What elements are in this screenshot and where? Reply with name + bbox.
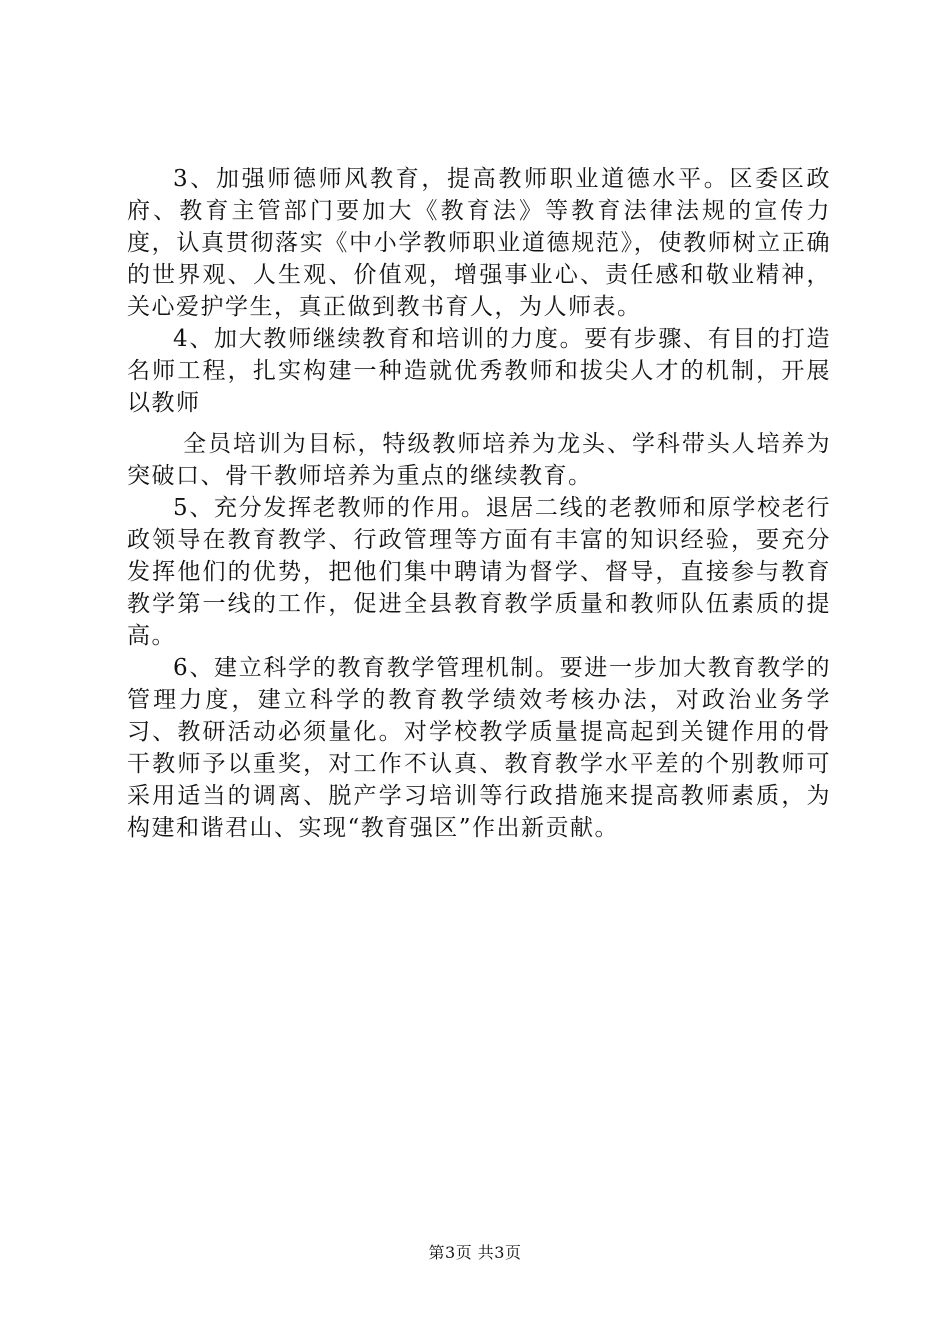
page-number-footer: 第3页 共3页 (428, 1243, 522, 1262)
paragraph-4-continued: 全员培训为目标，特级教师培养为龙头、学科带头人培养为突破口、骨干教师培养为重点的继续教育。 (127, 431, 831, 489)
paragraph-3-teacher-ethics: 3、加强师德师风教育，提高教师职业道德水平。区委区政府、教育主管部门要加大《教育法》等教育法律法规的宣传力度，认真贯彻落实《中小学教师职业道德规范》，使教师树立正确的世界观、人生观、价值观，增强事业心、责任感和敬业精神，关心爱护学生，真正做到教书育人，为人师表。 (127, 166, 831, 320)
paragraph-6-management-mechanism: 6、建立科学的教育教学管理机制。要进一步加大教育教学的管理力度，建立科学的教育教学绩效考核办法，对政治业务学习、教研活动必须量化。对学校教学质量提高起到关键作用的骨干教师予以重奖，对工作不认真、教育教学水平差的个别教师可采用适当的调离、脱产学习培训等行政措施来提高教师素质，为构建和谐君山、实现“教育强区”作出新贡献。 (127, 655, 831, 841)
paragraph-5-senior-teachers: 5、充分发挥老教师的作用。退居二线的老教师和原学校老行政领导在教育教学、行政管理等方面有丰富的知识经验，要充分发挥他们的优势，把他们集中聘请为督学、督导，直接参与教育教学第一线的工作，促进全县教育教学质量和教师队伍素质的提高。 (127, 495, 831, 649)
document-body (127, 163, 831, 844)
paragraph-4-continuing-education: 4、加大教师继续教育和培训的力度。要有步骤、有目的打造名师工程，扎实构建一种造就优秀教师和拔尖人才的机制，开展以教师 (127, 326, 831, 416)
